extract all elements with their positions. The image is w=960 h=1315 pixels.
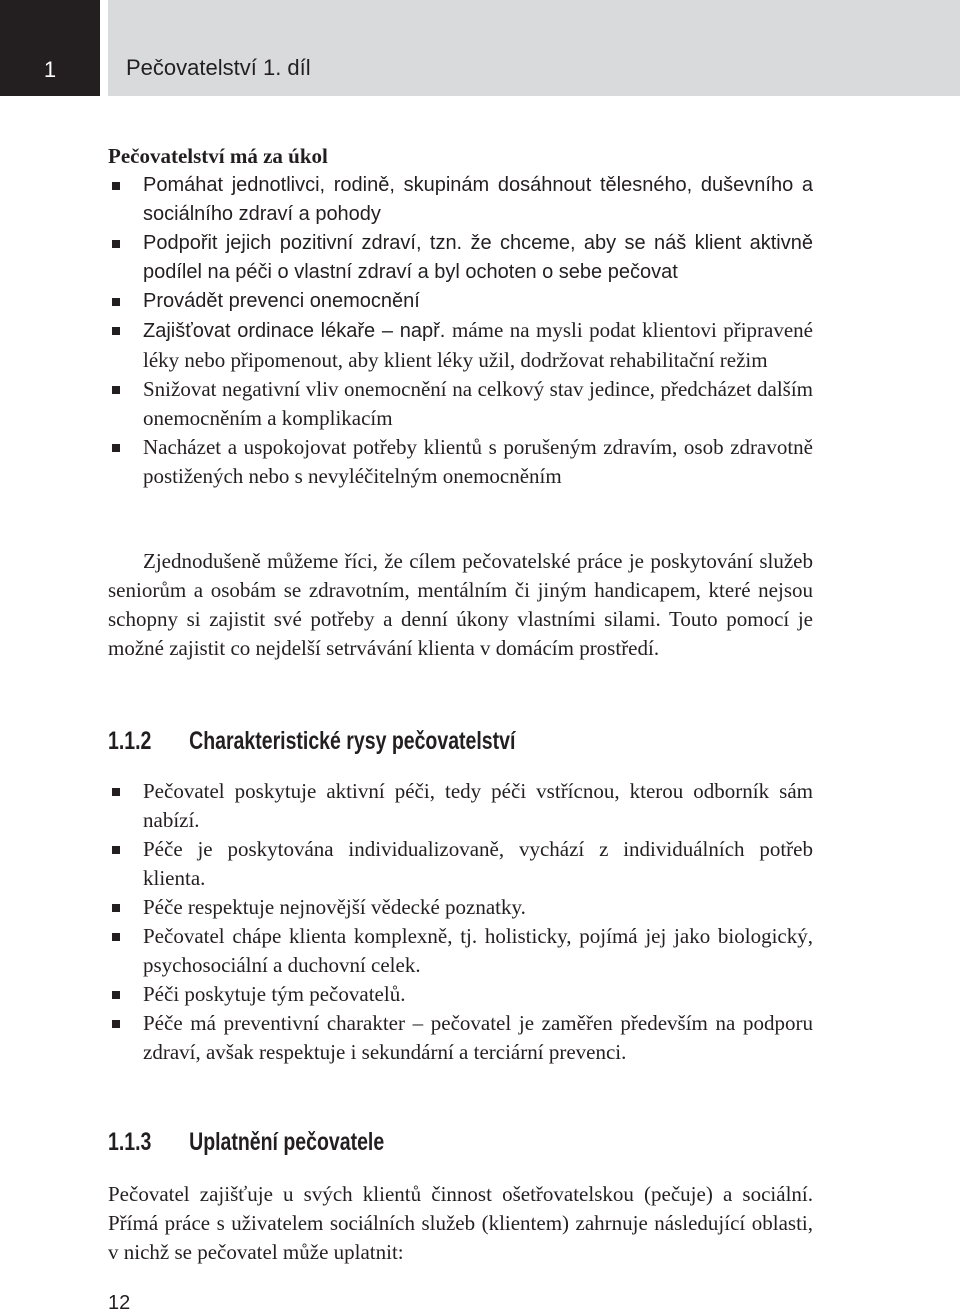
list-item: Péče má preventivní charakter – pečovatel je zaměřen především na podporu zdraví, avšak respektuje i sekundární a terciární prevenci. [108,1009,813,1067]
intro-list [108,171,813,491]
list-item: Podpořit jejich pozitivní zdraví, tzn. že chceme, aby se náš klient aktivně podílel na péči o vlastní zdraví a byl ochoten o sebe pečovat [108,229,813,287]
characteristics-list-block [108,777,813,1067]
intro-heading: Pečovatelství má za úkol [108,144,328,168]
list-item: Nacházet a uspokojovat potřeby klientů s porušeným zdravím, osob zdravotně postižených nebo s nevyléčitelným onemocněním [108,433,813,491]
running-header [108,0,960,96]
list-item: Zajišťovat ordinace lékaře – např. máme na mysli podat klientovi připravené léky nebo připomenout, aby klient léky užil, dodržovat rehabilitační režim [108,316,813,375]
bullet-icon [112,1020,120,1028]
bullet-icon [112,933,120,941]
list-item: Péči poskytuje tým pečovatelů. [108,980,813,1009]
list-item: Pečovatel poskytuje aktivní péči, tedy péči vstřícnou, kterou odborník sám nabízí. [108,777,813,835]
section-title: Charakteristické rysy pečovatelství [189,727,516,755]
bullet-icon [112,904,120,912]
page-header [0,0,960,96]
characteristics-list [108,777,813,1067]
page-number: 12 [108,1292,131,1314]
list-item: Pomáhat jednotlivci, rodině, skupinám dosáhnout tělesného, duševního a sociálního zdraví a pohody [108,171,813,229]
bullet-icon [112,240,120,248]
section-113-paragraph: Pečovatel zajišťuje u svých klientů činnost ošetřovatelskou (pečuje) a sociální. Přímá práce s uživatelem sociálních služeb (klientem) zahrnuje následující oblasti, v nichž se pečovatel může uplatnit: [108,1182,813,1264]
bullet-icon [112,846,120,854]
chapter-number: 1 [43,57,57,82]
bullet-icon [112,788,120,796]
intro-section [108,142,813,491]
bullet-icon [112,386,120,394]
list-item: Péče je poskytována individualizovaně, vychází z individuálních potřeb klienta. [108,835,813,893]
bullet-icon [112,327,120,335]
section-title: Uplatnění pečovatele [189,1128,385,1156]
list-item: Pečovatel chápe klienta komplexně, tj. holisticky, pojímá jej jako biologický, psychosociální a duchovní celek. [108,922,813,980]
chapter-number-box [0,0,100,96]
section-heading-113 [108,1127,813,1157]
bullet-icon [112,298,120,306]
section-number: 1.1.3 [108,1128,152,1156]
summary-paragraph: Zjednodušeně můžeme říci, že cílem pečovatelské práce je poskytování služeb seniorům a osobám se zdravotním, mentálním či jiným handicapem, které nejsou schopny si zajistit své potřeby a denní úkony vlastními silami. Touto pomocí je možné zajistit co nejdelší setrvávání klienta v domácím prostředí. [108,549,813,660]
bullet-icon [112,182,120,190]
list-item: Snižovat negativní vliv onemocnění na celkový stav jedince, předcházet dalším onemocněním a komplikacím [108,375,813,433]
section-heading-112 [108,726,813,756]
bullet-icon [112,991,120,999]
list-item: Péče respektuje nejnovější vědecké poznatky. [108,893,813,922]
running-title: Pečovatelství 1. díl [126,55,311,80]
bullet-icon [112,444,120,452]
section-number: 1.1.2 [108,727,152,755]
list-item: Provádět prevenci onemocnění [108,287,813,316]
